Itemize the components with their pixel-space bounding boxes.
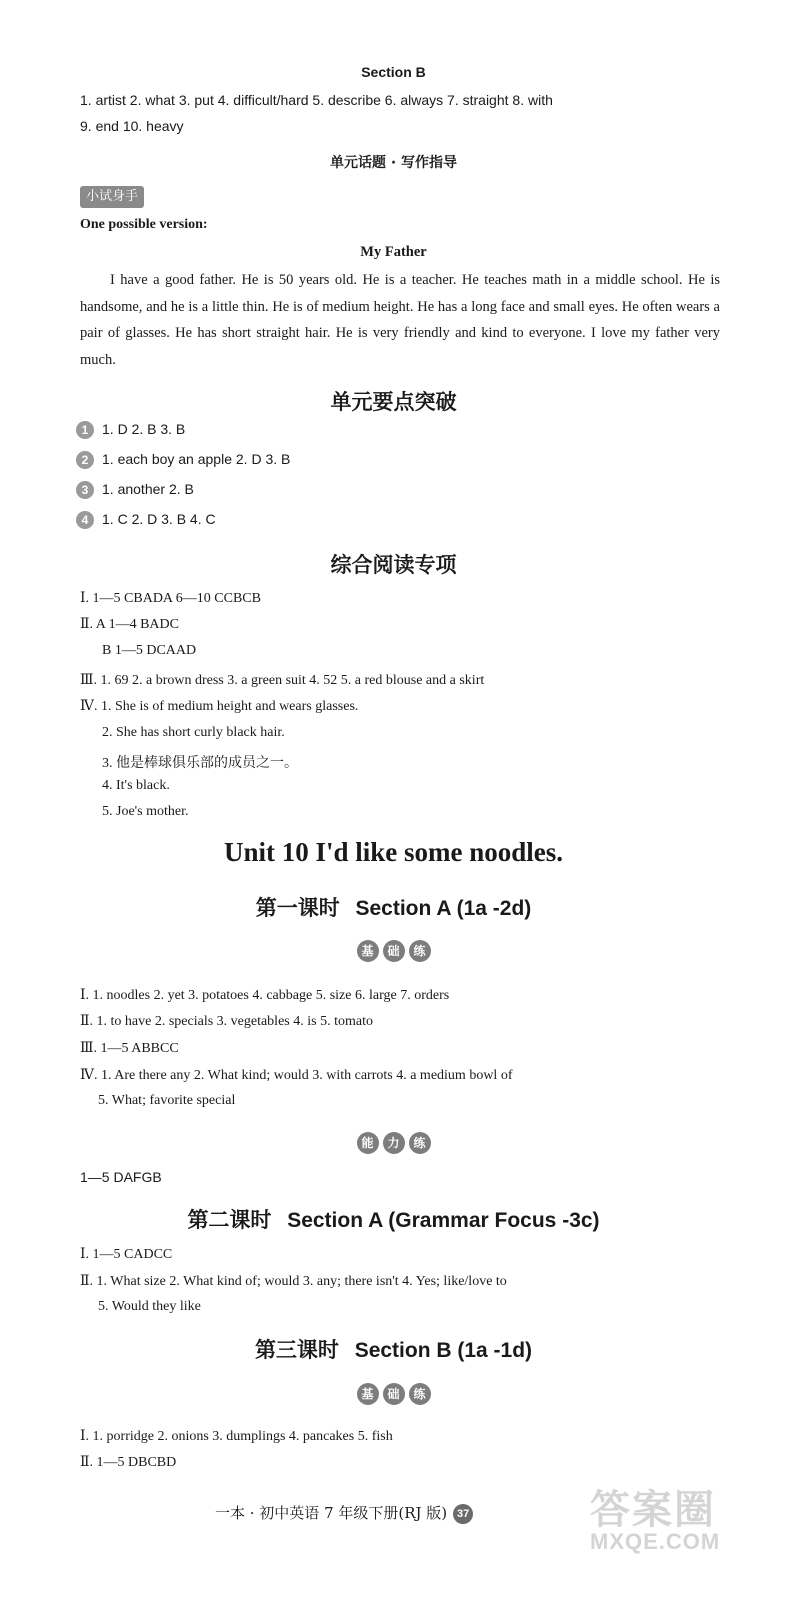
reading-line: 4. It's black. <box>102 778 170 793</box>
key-point-text: 1. C 2. D 3. B 4. C <box>102 511 216 527</box>
reading-line: 5. Joe's mother. <box>102 804 189 819</box>
lesson2-en: Section A (Grammar Focus -3c) <box>287 1209 600 1232</box>
essay-title: My Father <box>360 244 427 260</box>
number-badge: 1 <box>76 421 94 439</box>
badge-char: 练 <box>409 1383 431 1405</box>
lesson3-line: Ⅰ. 1. porridge 2. onions 3. dumplings 4. pancakes 5. fish <box>80 1429 393 1444</box>
key-points-heading: 单元要点突破 <box>330 389 457 414</box>
watermark-big: 答案圈 <box>590 1488 716 1532</box>
possible-version-label: One possible version: <box>80 217 208 232</box>
badge-char: 基 <box>357 1383 379 1405</box>
lesson3-line: Ⅱ. 1—5 DBCBD <box>80 1455 177 1470</box>
watermark-logo <box>590 1478 720 1555</box>
lesson2-line: 5. Would they like <box>98 1299 201 1314</box>
basic-practice-badge <box>0 940 787 962</box>
page-number: 37 <box>453 1504 473 1524</box>
section-b-heading: Section B <box>361 64 426 80</box>
page-footer <box>215 1502 473 1524</box>
lesson1-line: Ⅳ. 1. Are there any 2. What kind; would 3. with carrots 4. a medium bowl of <box>80 1068 513 1083</box>
reading-line: 3. 他是棒球俱乐部的成员之一。 <box>102 756 298 771</box>
reading-line: Ⅳ. 1. She is of medium height and wears glasses. <box>80 699 359 714</box>
badge-char: 基 <box>357 940 379 962</box>
badge-char: 练 <box>409 940 431 962</box>
key-point-item <box>76 451 290 469</box>
lesson1-cn: 第一课时 <box>255 895 340 920</box>
footer-text: 一本 · 初中英语 7 年级下册(RJ 版) <box>215 1504 448 1522</box>
key-point-item <box>76 421 185 439</box>
lesson2-line: Ⅰ. 1—5 CADCC <box>80 1247 173 1262</box>
lesson3-heading <box>0 1334 787 1364</box>
lesson1-en: Section A (1a -2d) <box>355 897 532 920</box>
reading-line: Ⅰ. 1—5 CBADA 6—10 CCBCB <box>80 591 261 606</box>
lesson1-heading <box>0 892 787 922</box>
lesson1-line: Ⅲ. 1—5 ABBCC <box>80 1041 179 1056</box>
lesson2-heading <box>0 1204 787 1234</box>
essay-paragraph: I have a good father. He is 50 years old. He is a teacher. He teaches math in a middle school. He is handsome, and he is a little thin. He is of medium height. He has a long face and small eyes. He often wears a pair of glasses. He has short straight hair. He is very friendly and kind to everyone. I love my father very much. <box>80 272 720 368</box>
lesson3-cn: 第三课时 <box>254 1337 339 1362</box>
number-badge: 3 <box>76 481 94 499</box>
badge-char: 能 <box>357 1132 379 1154</box>
key-point-text: 1. D 2. B 3. B <box>102 421 186 437</box>
key-point-text: 1. each boy an apple 2. D 3. B <box>102 451 291 467</box>
basic-practice-badge <box>0 1383 787 1405</box>
watermark-url: MXQE.COM <box>590 1529 721 1554</box>
lesson2-line: Ⅱ. 1. What size 2. What kind of; would 3. any; there isn't 4. Yes; like/love to <box>80 1274 507 1289</box>
badge-char: 础 <box>383 1383 405 1405</box>
lesson2-cn: 第二课时 <box>187 1207 272 1232</box>
number-badge: 4 <box>76 511 94 529</box>
reading-line: 2. She has short curly black hair. <box>102 725 285 740</box>
key-point-item <box>76 511 216 529</box>
writing-heading: 单元话题 · 写作指导 <box>329 155 458 171</box>
lesson3-en: Section B (1a -1d) <box>354 1339 533 1362</box>
reading-line: Ⅲ. 1. 69 2. a brown dress 3. a green suit 4. 52 5. a red blouse and a skirt <box>80 673 485 688</box>
lesson1-line: Ⅰ. 1. noodles 2. yet 3. potatoes 4. cabbage 5. size 6. large 7. orders <box>80 988 450 1003</box>
section-b-answers-line1: 1. artist 2. what 3. put 4. difficult/hard 5. describe 6. always 7. straight 8. with <box>80 92 553 108</box>
practice-tag: 小试身手 <box>80 186 144 208</box>
key-point-text: 1. another 2. B <box>102 481 194 497</box>
section-b-answers-line2: 9. end 10. heavy <box>80 118 184 134</box>
reading-line: B 1—5 DCAAD <box>102 643 197 658</box>
unit-title: Unit 10 I'd like some noodles. <box>223 837 564 867</box>
key-point-item <box>76 481 194 499</box>
lesson1-line: 5. What; favorite special <box>98 1093 236 1108</box>
lesson1-ability-line: 1—5 DAFGB <box>80 1169 162 1185</box>
badge-char: 础 <box>383 940 405 962</box>
badge-char: 力 <box>383 1132 405 1154</box>
ability-practice-badge <box>0 1132 787 1154</box>
lesson1-line: Ⅱ. 1. to have 2. specials 3. vegetables 4. is 5. tomato <box>80 1014 373 1029</box>
reading-heading: 综合阅读专项 <box>330 552 457 577</box>
badge-char: 练 <box>409 1132 431 1154</box>
number-badge: 2 <box>76 451 94 469</box>
reading-line: Ⅱ. A 1—4 BADC <box>80 617 179 632</box>
